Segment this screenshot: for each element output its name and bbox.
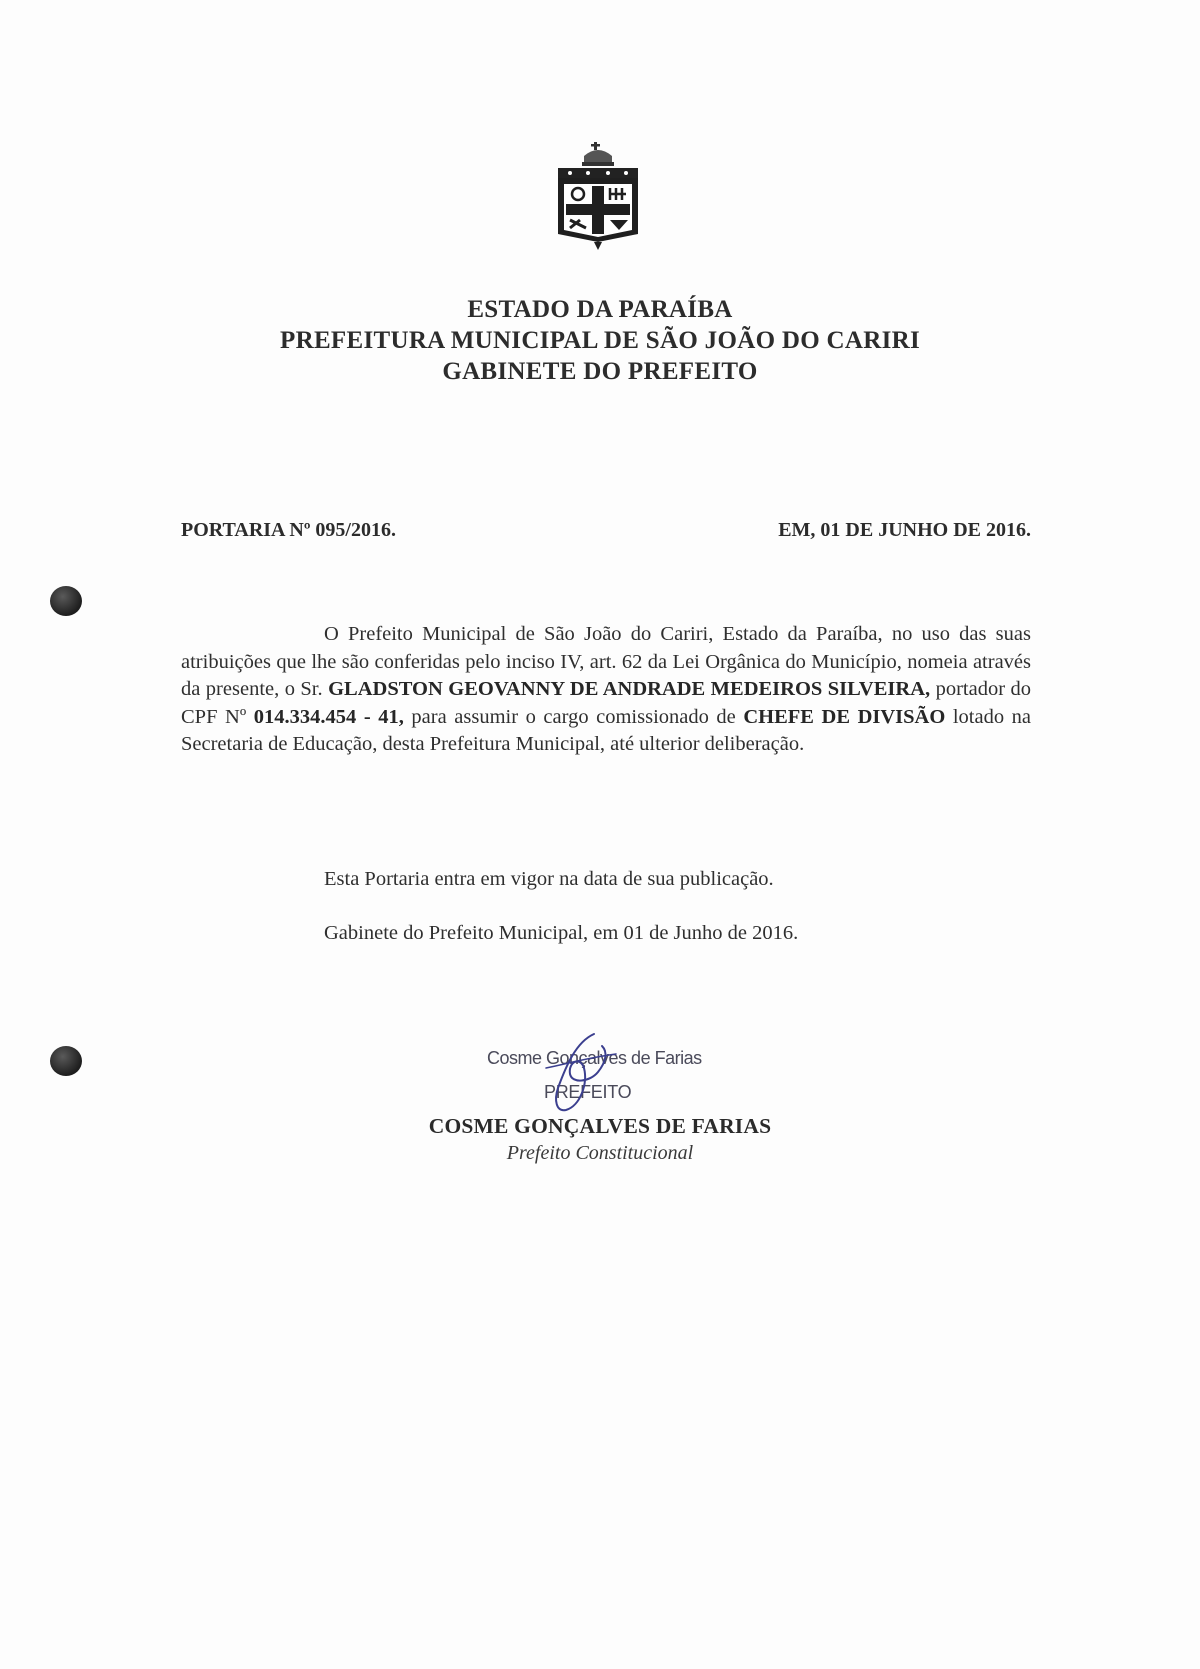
signature-stamp-name: Cosme Gonçalves de Farias [487,1048,702,1068]
body-text-part1: O Prefeito Municipal de São João do Cariri, Estado da Paraíba, no uso das suas atribuições que lhe são conferidas pelo inciso IV, art. 62 da Lei Orgânica do Município, nomeia através da presente, o Sr. [181,623,1031,700]
signer-name: COSME GONÇALVES DE FARIAS [428,1114,772,1138]
body-text-part4: lotado na Secretaria de Educação, desta Prefeitura Municipal, até ulterior deliberação. [181,705,1032,755]
punch-hole-top [50,586,82,616]
header-state: ESTADO DA PARAÍBA [467,296,733,323]
signer-role: Prefeito Constitucional [506,1142,694,1164]
effective-clause: Esta Portaria entra em vigor na data de sua publicação. [324,868,774,890]
header-municipality: PREFEITURA MUNICIPAL DE SÃO JOÃO DO CARIRI [280,327,920,354]
position-title: CHEFE DE DIVISÃO [743,705,946,728]
appointment-paragraph [181,621,1031,759]
document-header [0,294,1200,387]
signature-stamp-title: PREFEITO [544,1082,632,1102]
punch-hole-bottom [50,1046,82,1076]
body-text-part2: portador do CPF Nº [181,678,1032,728]
body-text-part3: para assumir o cargo comissionado de [403,705,744,728]
coat-of-arms-icon [554,140,642,252]
portaria-number: PORTARIA Nº 095/2016. [181,519,396,541]
portaria-date: EM, 01 DE JUNHO DE 2016. [778,519,1031,541]
appointee-cpf: 014.334.454 - 41, [253,705,404,728]
appointee-name: GLADSTON GEOVANNY DE ANDRADE MEDEIROS SILVEIRA, [328,678,931,700]
header-office: GABINETE DO PREFEITO [442,358,758,385]
place-date-line: Gabinete do Prefeito Municipal, em 01 de Junho de 2016. [324,922,799,944]
handwritten-signature [536,1028,626,1118]
